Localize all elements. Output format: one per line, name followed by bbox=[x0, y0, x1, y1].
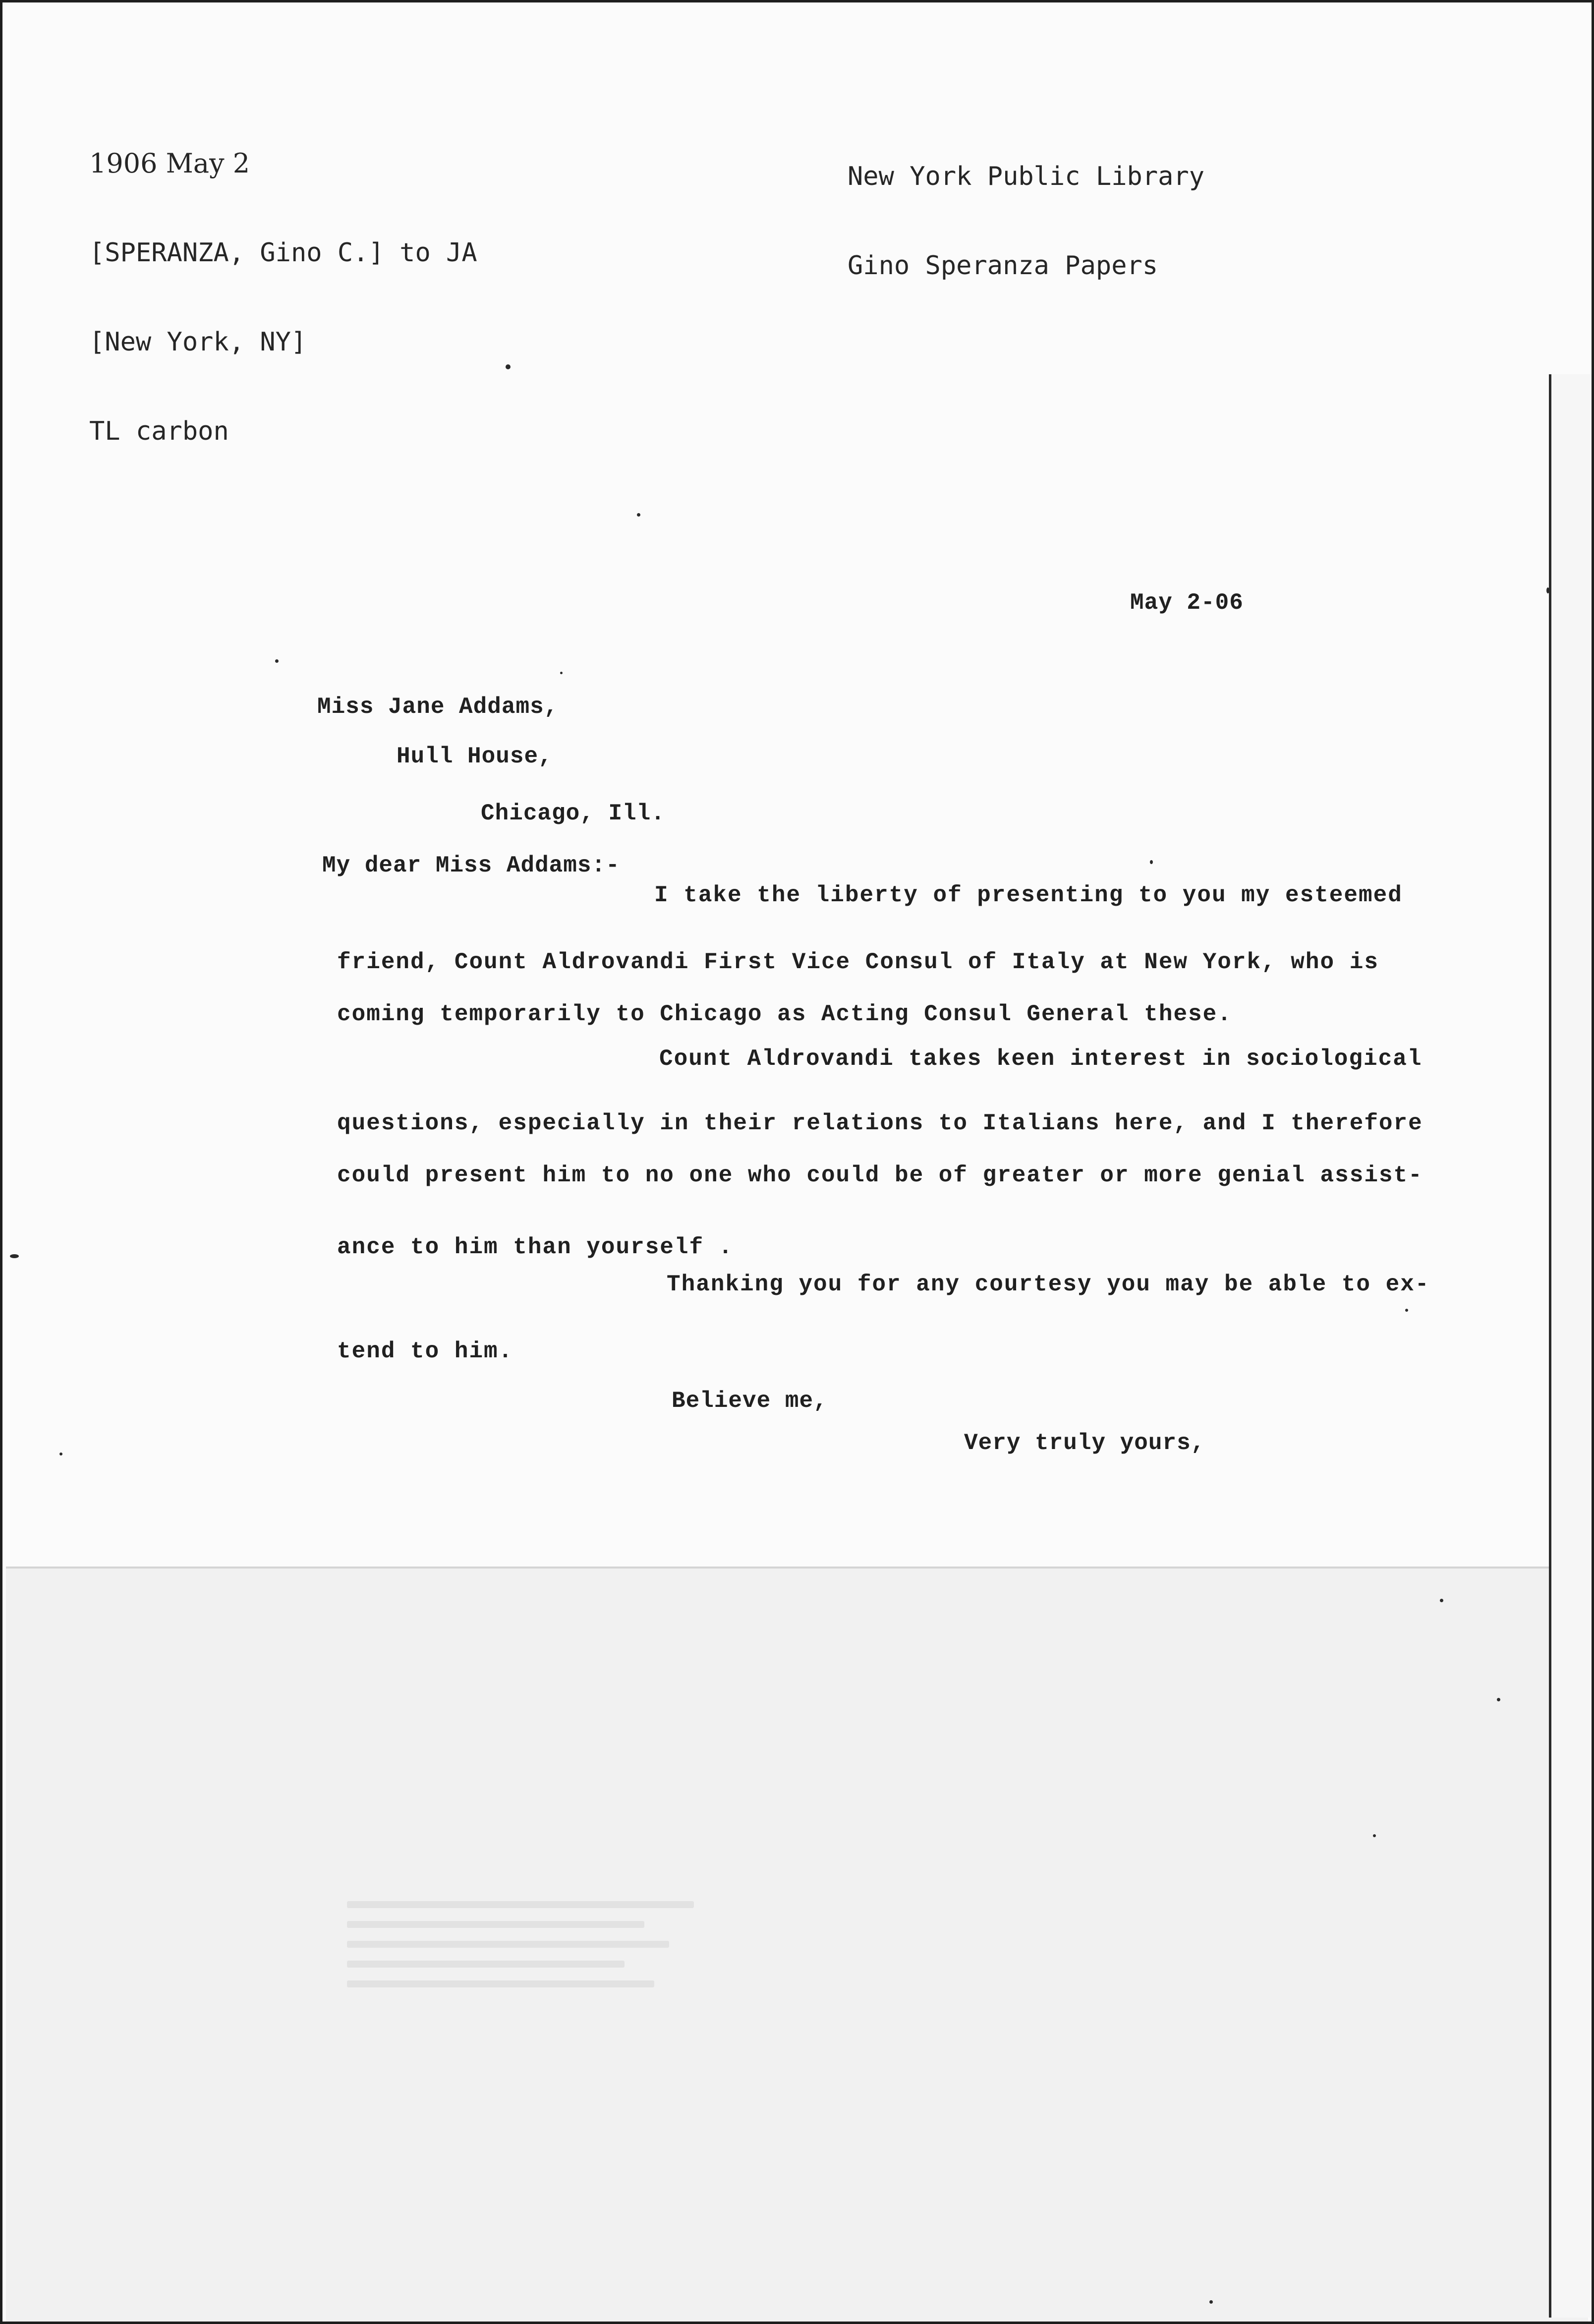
bleed-through bbox=[347, 1901, 694, 1908]
paragraph-2-line-3: could present him to no one who could be of greater or more genial assist- bbox=[337, 1162, 1423, 1188]
bleed-through bbox=[347, 1961, 625, 1968]
paragraph-2-line-1: Count Aldrovandi takes keen interest in sociological bbox=[659, 1046, 1423, 1072]
salutation: My dear Miss Addams:- bbox=[322, 853, 620, 878]
paragraph-2-line-2: questions, especially in their relations to Italians here, and I therefore bbox=[337, 1110, 1423, 1136]
closing-believe-me: Believe me, bbox=[672, 1388, 828, 1414]
closing-very-truly-yours: Very truly yours, bbox=[964, 1430, 1205, 1456]
scan-speck bbox=[1405, 1309, 1408, 1312]
recipient-name: Miss Jane Addams, bbox=[317, 694, 559, 720]
scan-speck bbox=[1373, 1834, 1376, 1837]
scan-speck bbox=[10, 1254, 19, 1258]
scan-speck bbox=[1440, 1599, 1443, 1602]
scan-speck bbox=[560, 672, 563, 674]
source-collection: New York Public Library bbox=[848, 162, 1205, 191]
metadata-place: [New York, NY] bbox=[89, 327, 307, 357]
paragraph-1-line-2: friend, Count Aldrovandi First Vice Consul of Italy at New York, who is bbox=[337, 949, 1379, 975]
scan-speck bbox=[1209, 2300, 1213, 2304]
bleed-through bbox=[347, 1980, 654, 1987]
metadata-author: [SPERANZA, Gino C.] to JA bbox=[89, 238, 477, 268]
archive-source bbox=[848, 102, 1204, 340]
paragraph-2-line-4: ance to him than yourself . bbox=[337, 1234, 734, 1260]
paragraph-3-line-1: Thanking you for any courtesy you may be able to ex- bbox=[667, 1272, 1430, 1297]
source-papers: Gino Speranza Papers bbox=[848, 251, 1158, 281]
metadata-type: TL carbon bbox=[89, 416, 229, 446]
scan-speck bbox=[59, 1452, 62, 1455]
scan-speck bbox=[506, 364, 511, 369]
scan-speck bbox=[1497, 1698, 1500, 1701]
bleed-through bbox=[347, 1941, 669, 1948]
paragraph-1-line-1: I take the liberty of presenting to you my esteemed bbox=[654, 882, 1403, 908]
scan-speck bbox=[1150, 860, 1153, 864]
metadata-date: 1906 May 2 bbox=[89, 148, 250, 179]
archive-metadata bbox=[89, 89, 477, 506]
bleed-through bbox=[347, 1921, 644, 1928]
recipient-city: Chicago, Ill. bbox=[481, 801, 665, 826]
scan-speck bbox=[275, 659, 279, 663]
paragraph-3-line-2: tend to him. bbox=[337, 1338, 513, 1364]
paragraph-1-line-3: coming temporarily to Chicago as Acting Consul General these. bbox=[337, 1001, 1232, 1027]
letter-date: May 2-06 bbox=[1130, 590, 1244, 616]
scan-speck bbox=[637, 513, 640, 517]
scan-speck bbox=[1546, 587, 1549, 593]
recipient-institution: Hull House, bbox=[397, 744, 553, 769]
